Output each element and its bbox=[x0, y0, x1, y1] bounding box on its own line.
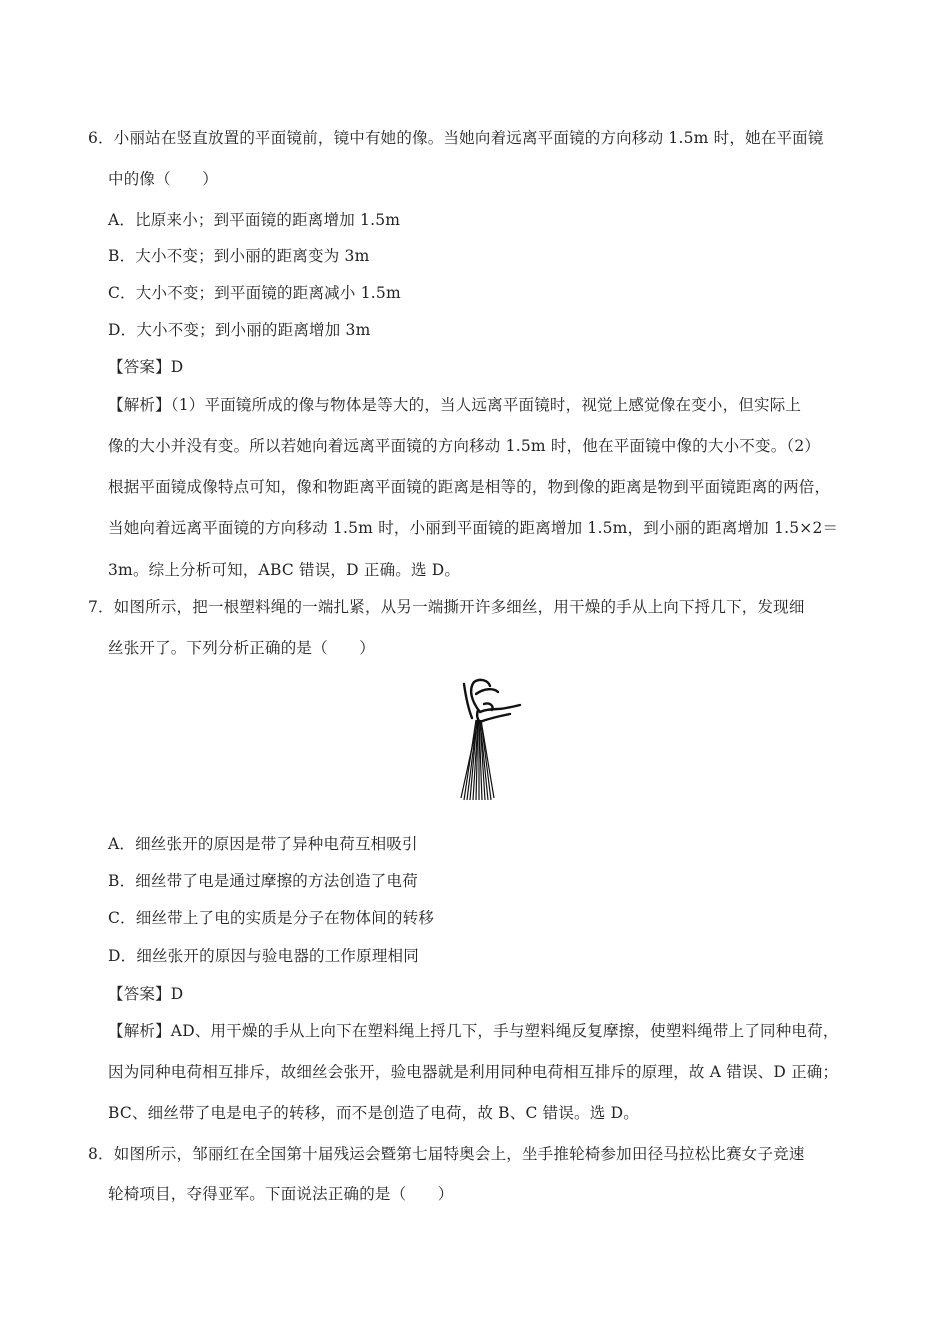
q8-stem-line-2: 轮椅项目，夺得亚军。下面说法正确的是（ ） bbox=[108, 1185, 454, 1203]
q6-option-d: D．大小不变；到小丽的距离增加 3m bbox=[108, 321, 371, 339]
q6-analysis-line-4: 当她向着远离平面镜的方向移动 1.5m 时，小丽到平面镜的距离增加 1.5m，到小丽的距离增加 1.5×2＝ bbox=[108, 519, 839, 537]
q6-option-a: A．比原来小；到平面镜的距离增加 1.5m bbox=[108, 211, 401, 229]
plastic-rope-strands-figure bbox=[450, 672, 530, 804]
q7-option-a: A．细丝张开的原因是带了异种电荷互相吸引 bbox=[108, 835, 418, 853]
q7-analysis-line-3: BC、细丝带了电是电子的转移，而不是创造了电荷，故 B、C 错误。选 D。 bbox=[108, 1104, 639, 1122]
q7-analysis-line-1: 【解析】AD、用干燥的手从上向下在塑料绳上捋几下，手与塑料绳反复摩擦，使塑料绳带上了同种电荷， bbox=[108, 1022, 839, 1040]
q6-analysis-line-1: 【解析】（1）平面镜所成的像与物体是等大的，当人远离平面镜时，视觉上感觉像在变小，但实际上 bbox=[108, 396, 802, 414]
q7-stem-line-2: 丝张开了。下列分析正确的是（ ） bbox=[108, 639, 375, 657]
q6-option-b: B．大小不变；到小丽的距离变为 3m bbox=[108, 247, 370, 265]
q7-analysis-line-2: 因为同种电荷相互排斥，故细丝会张开，验电器就是利用同种电荷相互排斥的原理，故 A 错误、D 正确； bbox=[108, 1063, 839, 1081]
q6-option-c: C．大小不变；到平面镜的距离减小 1.5m bbox=[108, 284, 401, 302]
q6-stem-line-2: 中的像（ ） bbox=[108, 170, 218, 188]
hand-sketch bbox=[464, 680, 520, 722]
q7-option-d: D．细丝张开的原因与验电器的工作原理相同 bbox=[108, 947, 419, 965]
q6-stem-line-1: 6．小丽站在竖直放置的平面镜前，镜中有她的像。当她向着远离平面镜的方向移动 1.5m 时，她在平面镜 bbox=[88, 129, 824, 147]
q7-option-b: B．细丝带了电是通过摩擦的方法创造了电荷 bbox=[108, 872, 418, 890]
q7-stem-line-1: 7．如图所示，把一根塑料绳的一端扎紧，从另一端撕开许多细丝，用干燥的手从上向下捋几下，发现细 bbox=[88, 598, 805, 616]
q7-answer: 【答案】D bbox=[108, 985, 184, 1003]
rope-strands bbox=[461, 720, 494, 800]
q6-analysis-line-5: 3m。综上分析可知，ABC 错误，D 正确。选 D。 bbox=[108, 561, 461, 579]
q6-answer: 【答案】D bbox=[108, 358, 184, 376]
q6-analysis-line-3: 根据平面镜成像特点可知，像和物距离平面镜的距离是相等的，物到像的距离是物到平面镜距离的两倍， bbox=[108, 478, 831, 496]
q7-option-c: C．细丝带上了电的实质是分子在物体间的转移 bbox=[108, 909, 435, 927]
q8-stem-line-1: 8．如图所示，邹丽红在全国第十届残运会暨第七届特奥会上，坐手推轮椅参加田径马拉松比赛女子竞速 bbox=[88, 1145, 805, 1163]
q6-analysis-line-2: 像的大小并没有变。所以若她向着远离平面镜的方向移动 1.5m 时，他在平面镜中像的大小不变。（2） bbox=[108, 437, 821, 455]
